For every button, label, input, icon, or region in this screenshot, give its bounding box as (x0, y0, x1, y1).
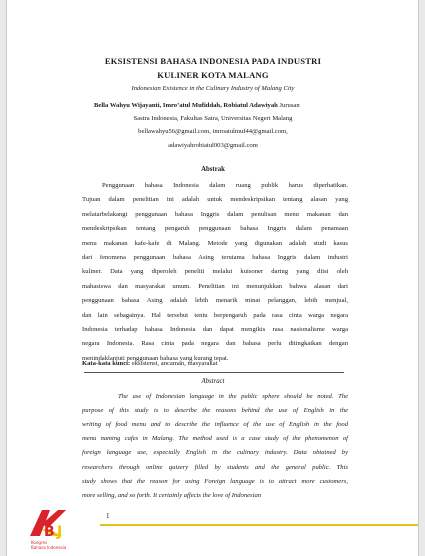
abstract-line: foreign language use, especially English in the culinary industry. Data obtained by (82, 449, 348, 457)
abstrak-line: dari fenomena penggunaan bahasa Asing terutama bahasa Inggris dalam industri (82, 254, 348, 261)
document-page (8, 0, 418, 556)
svg-text:Kongres: Kongres (31, 540, 48, 545)
abstrak-line: menindaklanjuti penggunaan bahasa yang kurang tepat. (82, 354, 229, 362)
abstrak-line: kuliner. Data yang diperoleh peneliti melalui kuisoner daring yang diisi oleh (82, 268, 348, 276)
kbi-logo (28, 506, 74, 552)
abstrak-line: mahasiswa dan masyarakat umum. Penelitian ini menunjukkan bahwa alasan dari (82, 282, 348, 290)
abstract-line: writing of food menu and to describe the influence of the use of English in the food (82, 421, 348, 429)
abstract-line: purpose of this study is to describe the reasons behind the use of English in the (82, 407, 348, 415)
abstrak-line: Indonesia terhadap bahasa Indonesia dan dapat mengikis rasa nasionalisme warga (82, 326, 348, 333)
abstrak-line: mendeskripsikan tentang pengaruh penggunaan bahasa Inggris dalam penamaan (82, 225, 348, 233)
viewer-left-margin (0, 0, 7, 556)
authors-line (94, 101, 300, 110)
section-divider (84, 372, 344, 373)
affiliation-line: Sastra Indonesia, Fakultas Satra, Universitas Negeri Malang (133, 115, 293, 122)
footer-rule (100, 524, 418, 526)
authors-affiliation-start: Jurusan (279, 102, 300, 109)
keywords-value: eksistensi, ancaman, masyarakat (130, 360, 218, 367)
paper-title-line2: KULINER KOTA MALANG (157, 70, 269, 80)
abstrak-line: penggunaan bahasa Asing adalah lebih menarik minat pelanggan, lebih menjual, (82, 297, 348, 305)
page-number: 1 (106, 512, 110, 520)
abstrak-line: Tujuan dalam penelitian ini adalah untuk mendeskripsikan tentang alasan yang (82, 196, 348, 204)
svg-text:Bahasa Indonesia: Bahasa Indonesia (31, 545, 67, 550)
abstract-line: more selling, and so forth. It certainly affects the love of Indonesian (82, 491, 262, 499)
svg-text:J: J (57, 524, 63, 540)
abstrak-line: dan lain sebagainya. Hal tersebut tentu berpengaruh pada rasa cinta warga negara (82, 311, 348, 319)
emails-line1: bellawahyu56@gmail.com, imroatulmuf44@gmail.com, (138, 128, 288, 135)
abstract-heading: Abstract (201, 378, 225, 385)
abstract-line: researchers through online quizery filled by students and the general public. This (82, 463, 348, 471)
abstract-line: menu naming cafes in Malang. The method used is a case study of the phenomenon of (82, 435, 348, 443)
abstract-line: study shows that the reason for using Foreign language is to attract more customers, (82, 477, 348, 485)
keywords-label: Kata-kata kunci: (82, 360, 131, 367)
emails-line2: adawiyahrobiatul003@gmail.com (168, 142, 258, 149)
abstrak-line: melatarbelakangi penggunaan bahasa Inggris dalam penulisan menu makanan dan (82, 210, 348, 218)
keywords-line (82, 359, 218, 368)
authors-names: Bella Wahyu Wijayanti, Imro’atul Mufiddah, Robiatul Adawiyah (94, 102, 278, 109)
paper-title-line1: EKSISTENSI BAHASA INDONESIA PADA INDUSTRI (104, 56, 322, 66)
abstrak-heading: Abstrak (201, 166, 225, 173)
viewer-right-margin (418, 0, 425, 556)
abstrak-line: menu makanan kafe-kafe di Malang. Metode yang digunakan adalah studi kasus (82, 239, 348, 247)
svg-text:B: B (44, 524, 55, 540)
abstrak-line: Penggunaan bahasa Indonesia dalam ruang publik harus diperhatikan. (102, 182, 348, 189)
paper-subtitle: Indonesian Existence in the Culinary Industry of Malang City (131, 85, 295, 92)
abstrak-line: negara Indonesia. Rasa cinta pada negara dan bahasa perlu ditingkatkan dengan (82, 340, 348, 348)
abstract-line: The use of Indonesian language in the public sphere should be noted. The (118, 393, 348, 400)
